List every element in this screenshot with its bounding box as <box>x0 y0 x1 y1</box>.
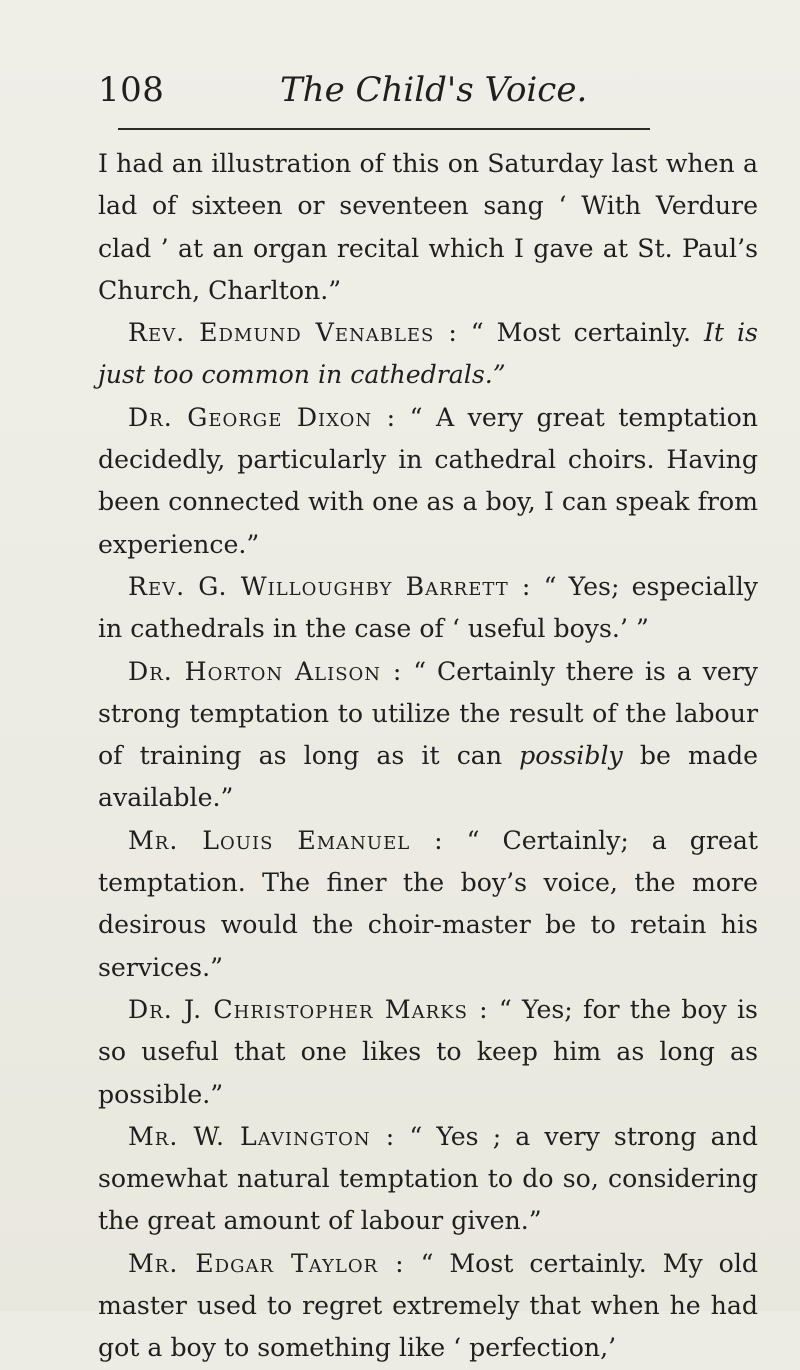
speaker-name: Dr. Horton Alison : <box>128 656 403 686</box>
speaker-name: Mr. Louis Emanuel : <box>128 825 444 855</box>
paragraph-text: be made available.” <box>98 741 758 813</box>
speaker-name: Dr. J. Christopher Marks : <box>128 994 489 1024</box>
page-number: 108 <box>98 70 165 110</box>
body-text <box>98 143 758 1370</box>
speaker-name: Rev. G. Willoughby Barrett : <box>128 571 532 601</box>
paragraph-text: “ Yes; especially in cathedrals in the case of ‘ useful boys.’ ” <box>98 571 759 644</box>
paragraph-text: “ Certainly there is a very strong temptation to utilize the result of the labour of training as long as it can <box>98 656 758 771</box>
paragraph-text: “ Most certainly. <box>470 318 691 348</box>
paragraph-lavington <box>98 1116 758 1243</box>
header-rule <box>118 128 650 130</box>
paragraph-text: “ A very great temptation decidedly, particularly in cathedral choirs. Having been connected with one as a boy, I can speak from experience.” <box>98 402 758 559</box>
italic-text: It is just too common in cathedrals.” <box>98 318 758 390</box>
italic-text: possibly <box>519 741 623 771</box>
paragraph-emanuel <box>98 820 758 989</box>
paragraph-taylor <box>98 1243 758 1370</box>
paragraph-barrett <box>98 566 758 651</box>
paragraph-text: “ Most certainly. My old master used to regret extremely that when he had got a boy to something like ‘ perfection,’ <box>98 1248 758 1363</box>
paragraph-text: “ Yes; for the boy is so useful that one likes to keep him as long as possible.” <box>98 994 758 1109</box>
speaker-name: Rev. Edmund Venables : <box>128 318 458 348</box>
paragraph-text: “ Yes ; a very strong and somewhat natural temptation to do so, considering the great amount of labour given.” <box>98 1121 758 1236</box>
paragraph-text: “ Certainly; a great temptation. The finer the boy’s voice, the more desirous would the choir-master be to retain his services.” <box>98 825 758 982</box>
paragraph-marks <box>98 989 758 1116</box>
running-title: The Child's Voice. <box>280 70 588 110</box>
paragraph-venables <box>98 312 758 397</box>
paragraph-text: I had an illustration of this on Saturday last when a lad of sixteen or seventeen sang ‘ With Verdure clad ’ at an organ recital which I gave at St. Paul’s Church, Charlton.” <box>98 149 758 305</box>
paragraph-intro <box>98 143 758 312</box>
page-header <box>98 70 758 130</box>
speaker-name: Mr. Edgar Taylor : <box>128 1248 405 1278</box>
speaker-name: Mr. W. Lavington : <box>128 1121 396 1151</box>
paragraph-alison <box>98 651 758 820</box>
speaker-name: Dr. George Dixon : <box>128 402 397 432</box>
paragraph-dixon <box>98 397 758 566</box>
